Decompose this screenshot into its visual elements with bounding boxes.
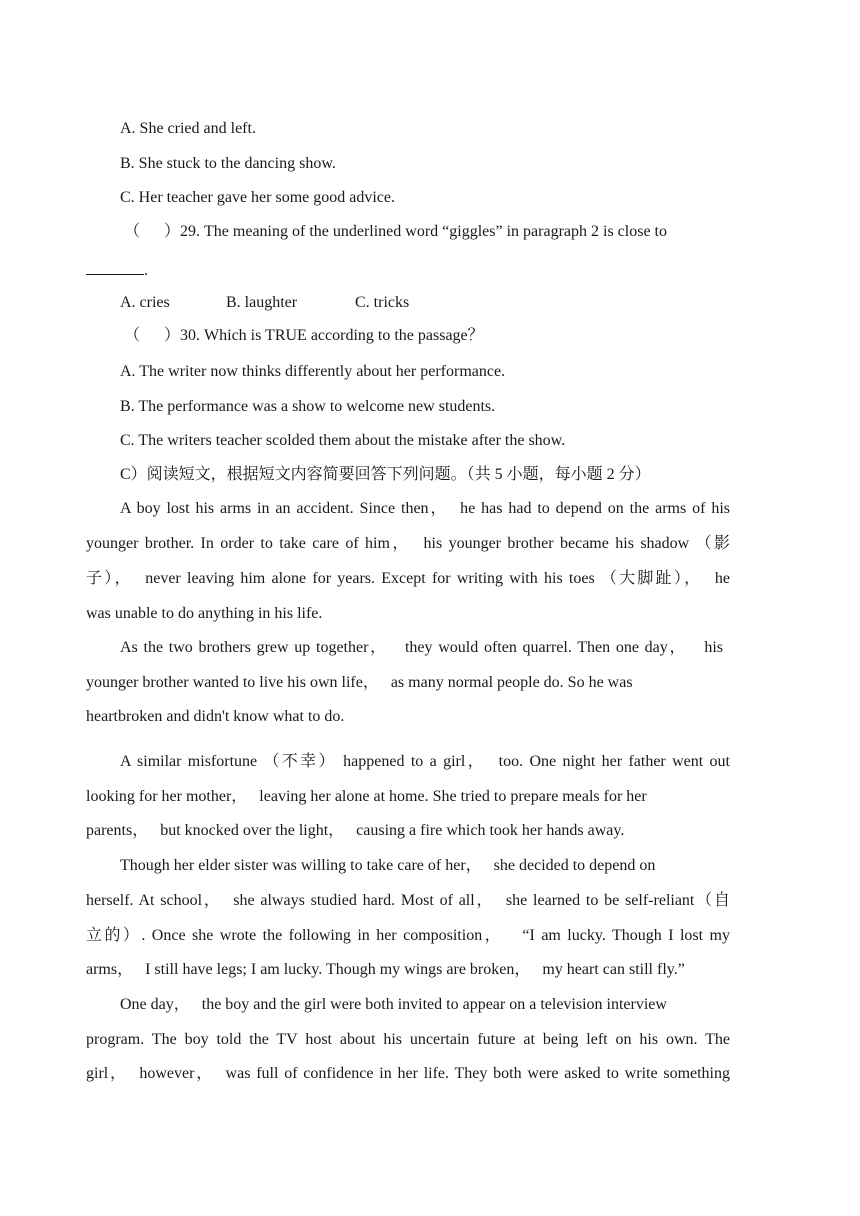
- passage-line: younger brother wanted to live his own life， as many normal people do. So he was: [86, 674, 633, 691]
- q28-option-b: B. She stuck to the dancing show.: [120, 155, 336, 172]
- q29-end: .: [144, 262, 148, 279]
- passage-line: A boy lost his arms in an accident. Since then， he has had to depend on the arms of his: [120, 500, 730, 517]
- q30-question: [124, 326, 484, 346]
- passage-line: Though her elder sister was willing to take care of her， she decided to depend on: [120, 857, 656, 874]
- passage-line: One day， the boy and the girl were both invited to appear on a television interview: [120, 996, 667, 1013]
- q29-blank-line: [86, 260, 148, 281]
- q29-question: [124, 222, 667, 242]
- q30-option-b: B. The performance was a show to welcome new students.: [120, 398, 496, 415]
- passage-line: heartbroken and didn't know what to do.: [86, 708, 345, 725]
- q30-option-a: A. The writer now thinks differently about her performance.: [120, 363, 506, 380]
- passage-line: arms， I still have legs; I am lucky. Though my wings are broken， my heart can still fly.”: [86, 961, 685, 978]
- passage-line: 立的）. Once she wrote the following in her composition， “I am lucky. Though I lost my: [86, 927, 730, 944]
- q30-stem: 30. Which is TRUE according to the passage？: [180, 327, 484, 344]
- passage-line: parents， but knocked over the light， causing a fire which took her hands away.: [86, 822, 625, 839]
- q29-option-a: A. cries: [120, 294, 170, 311]
- q29-answer-paren: （ ）: [124, 223, 181, 240]
- q28-option-a: A. She cried and left.: [120, 120, 256, 137]
- passage-line: As the two brothers grew up together， they would often quarrel. Then one day， his: [120, 639, 723, 656]
- q29-option-b: B. laughter: [226, 294, 298, 311]
- section-c-heading: C）阅读短文，根据短文内容简要回答下列问题。（共 5 小题，每小题 2 分）: [120, 466, 651, 483]
- passage-line: looking for her mother， leaving her alone at home. She tried to prepare meals for her: [86, 788, 647, 805]
- passage-line: girl， however， was full of confidence in her life. They both were asked to write something: [86, 1065, 730, 1082]
- q29-stem: 29. The meaning of the underlined word “giggles” in paragraph 2 is close to: [180, 223, 667, 240]
- passage-line: program. The boy told the TV host about his uncertain future at being left on his own. The: [86, 1031, 730, 1048]
- q28-option-c: C. Her teacher gave her some good advice.: [120, 189, 395, 206]
- passage-line: herself. At school， she always studied hard. Most of all， she learned to be self-reliant（自: [86, 892, 730, 909]
- answer-blank: [86, 260, 144, 275]
- passage-line: 子）， never leaving him alone for years. Except for writing with his toes （大脚趾）， he: [86, 570, 730, 587]
- passage-line: A similar misfortune （不幸） happened to a girl， too. One night her father went out: [120, 753, 730, 770]
- passage-line: younger brother. In order to take care of him， his younger brother became his shadow （影: [86, 535, 730, 552]
- q30-answer-paren: （ ）: [124, 327, 181, 344]
- q29-option-c: C. tricks: [355, 294, 410, 311]
- q30-option-c: C. The writers teacher scolded them about the mistake after the show.: [120, 432, 566, 449]
- passage-line: was unable to do anything in his life.: [86, 605, 323, 622]
